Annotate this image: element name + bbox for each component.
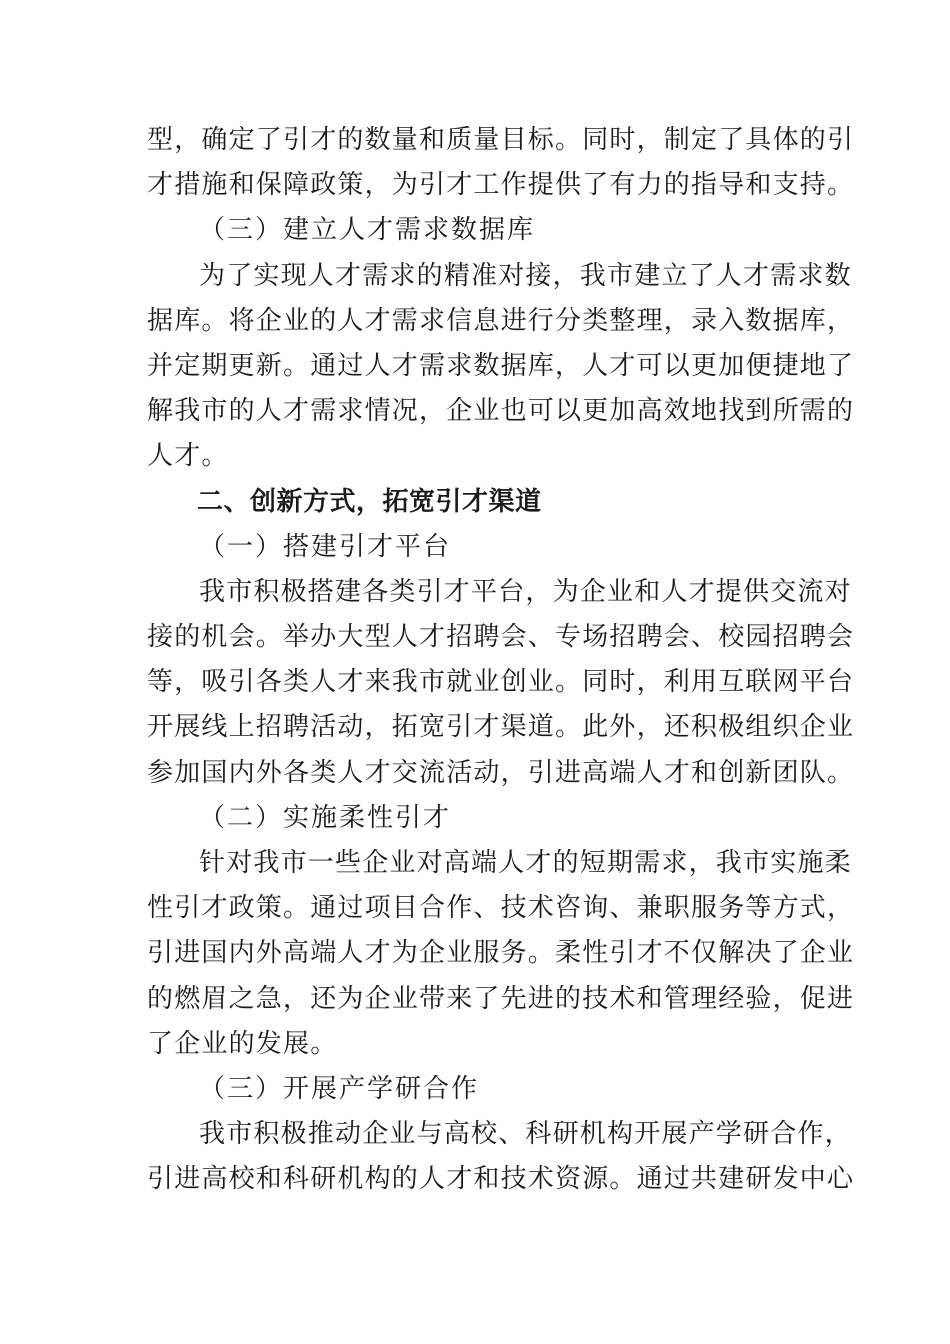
paragraph-line: 接的机会。举办大型人才招聘会、专场招聘会、校园招聘会	[147, 622, 855, 653]
paragraph-line: 性引才政策。通过项目合作、技术咨询、兼职服务等方式，	[147, 893, 855, 924]
subsection-2-3-paragraph	[147, 1112, 855, 1202]
paragraph-line: 参加国内外各类人才交流活动，引进高端人才和创新团队。	[147, 757, 855, 788]
paragraph-line: 我市积极搭建各类引才平台，为企业和人才提供交流对	[199, 576, 852, 607]
paragraph-line: 的燃眉之急，还为企业带来了先进的技术和管理经验，促进	[147, 983, 855, 1014]
paragraph-line: 并定期更新。通过人才需求数据库，人才可以更加便捷地了	[147, 350, 855, 381]
paragraph-line: 才措施和保障政策，为引才工作提供了有力的指导和支持。	[147, 170, 855, 201]
subsection-title-2-3: （三）开展产学研合作	[199, 1073, 480, 1104]
paragraph-line: 为了实现人才需求的精准对接，我市建立了人才需求数	[199, 260, 852, 291]
subsection-title-2-1: （一）搭建引才平台	[199, 531, 452, 562]
subsection-title-2-2: （二）实施柔性引才	[199, 802, 452, 833]
paragraph-line: 针对我市一些企业对高端人才的短期需求，我市实施柔	[199, 848, 852, 878]
document-page	[147, 118, 855, 1203]
subsection-2-2-paragraph	[147, 841, 855, 1067]
paragraph-line: 引进高校和科研机构的人才和技术资源。通过共建研发中心	[147, 1164, 855, 1195]
paragraph-line: 了企业的发展。	[147, 1028, 338, 1059]
paragraph-line: 我市积极推动企业与高校、科研机构开展产学研合作，	[199, 1119, 852, 1150]
paragraph-line: 人才。	[147, 441, 229, 472]
paragraph-line: 等，吸引各类人才来我市就业创业。同时，利用互联网平台	[147, 667, 855, 698]
subsection-2-1-paragraph	[147, 570, 855, 796]
paragraph-line: 据库。将企业的人才需求信息进行分类整理，录入数据库，	[147, 305, 855, 336]
paragraph-line: 开展线上招聘活动，拓宽引才渠道。此外，还积极组织企业	[147, 712, 855, 743]
subsection-3-paragraph	[147, 254, 855, 480]
subsection-title-3: （三）建立人才需求数据库	[199, 215, 536, 246]
paragraph-line: 型，确定了引才的数量和质量目标。同时，制定了具体的引	[147, 125, 855, 155]
paragraph-line: 引进国内外高端人才为企业服务。柔性引才不仅解决了企业	[147, 938, 855, 969]
intro-paragraph	[147, 118, 855, 208]
section-heading-2: 二、创新方式，拓宽引才渠道	[197, 486, 542, 517]
paragraph-line: 解我市的人才需求情况，企业也可以更加高效地找到所需的	[147, 396, 855, 427]
